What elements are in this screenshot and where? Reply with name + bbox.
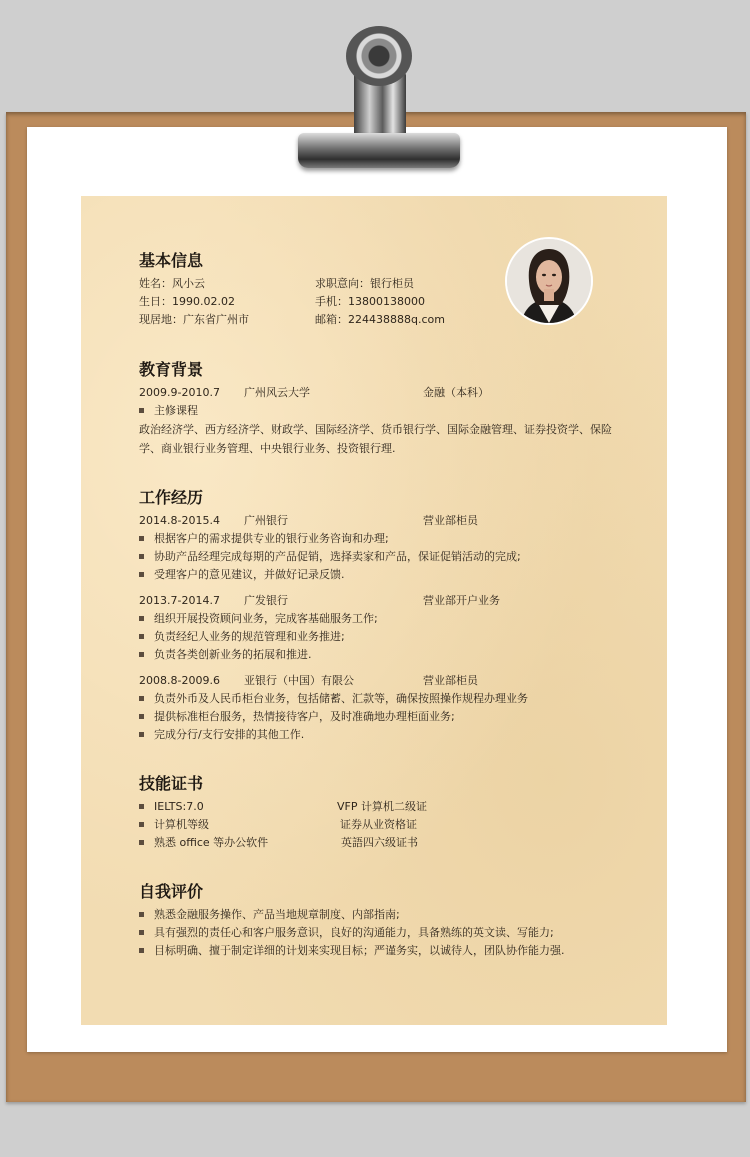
avatar	[505, 237, 593, 325]
bullet-icon	[139, 536, 144, 541]
bullet-icon	[139, 616, 144, 621]
binder-clip-icon	[298, 133, 460, 168]
bullet-icon	[139, 930, 144, 935]
skill-right-2: 证券从业资格证	[340, 818, 417, 831]
section-title-work: 工作经历	[139, 488, 204, 507]
list-item: 熟悉 office 等办公软件	[139, 836, 268, 850]
bullet-icon	[139, 408, 144, 413]
edu-course-label: 主修课程	[139, 404, 198, 418]
edu-major: 金融（本科）	[423, 386, 489, 399]
portrait-icon	[507, 239, 591, 323]
list-item: 协助产品经理完成每期的产品促销，选择卖家和产品，保证促销活动的完成;	[139, 550, 521, 564]
list-item: 组织开展投资顾问业务，完成客基础服务工作;	[139, 612, 378, 626]
binder-clip-ring	[346, 26, 412, 86]
basic-intent: 求职意向：银行柜员	[315, 277, 414, 290]
bullet-icon	[139, 732, 144, 737]
job1-period: 2014.8-2015.4	[139, 514, 220, 527]
bullet-icon	[139, 804, 144, 809]
job1-role: 营业部柜员	[423, 514, 478, 527]
basic-location: 现居地：广东省广州市	[139, 313, 249, 326]
section-title-skills: 技能证书	[139, 774, 204, 793]
bullet-icon	[139, 912, 144, 917]
basic-email: 邮箱：224438888q.com	[315, 313, 445, 326]
skill-right-1: VFP 计算机二级证	[337, 800, 427, 813]
list-item: 熟悉金融服务操作、产品当地规章制度、内部指南;	[139, 908, 400, 922]
list-item: 负责经纪人业务的规范管理和业务推进;	[139, 630, 345, 644]
section-title-education: 教育背景	[139, 360, 204, 379]
list-item: 根据客户的需求提供专业的银行业务咨询和办理;	[139, 532, 389, 546]
bullet-icon	[139, 572, 144, 577]
skill-right-3: 英語四六级证书	[341, 836, 418, 849]
job2-company: 广发银行	[244, 594, 288, 607]
list-item: IELTS:7.0	[139, 800, 204, 814]
bullet-icon	[139, 634, 144, 639]
job2-role: 营业部开户业务	[423, 594, 500, 607]
list-item: 负责各类创新业务的拓展和推进.	[139, 648, 312, 662]
list-item: 负责外币及人民币柜台业务，包括储蓄、汇款等，确保按照操作规程办理业务	[139, 692, 528, 706]
bullet-icon	[139, 652, 144, 657]
list-item: 目标明确、擅于制定详细的计划来实现目标；严谨务实，以诚待人，团队协作能力强.	[139, 944, 565, 958]
job3-company: 亚银行（中国）有限公	[244, 674, 354, 687]
bullet-icon	[139, 714, 144, 719]
bullet-icon	[139, 948, 144, 953]
edu-school: 广州风云大学	[244, 386, 310, 399]
bullet-icon	[139, 840, 144, 845]
list-item: 具有强烈的责任心和客户服务意识，良好的沟通能力，具备熟练的英文读、写能力;	[139, 926, 554, 940]
list-item: 提供标准柜台服务，热情接待客户，及时准确地办理柜面业务;	[139, 710, 455, 724]
job3-role: 营业部柜员	[423, 674, 478, 687]
bullet-icon	[139, 822, 144, 827]
list-item: 计算机等级	[139, 818, 209, 832]
edu-period: 2009.9-2010.7	[139, 386, 220, 399]
basic-birth: 生日：1990.02.02	[139, 295, 235, 308]
section-title-self: 自我评价	[139, 882, 204, 901]
resume-sheet	[81, 196, 667, 1025]
job3-period: 2008.8-2009.6	[139, 674, 220, 687]
list-item: 完成分行/支行安排的其他工作.	[139, 728, 304, 742]
job2-period: 2013.7-2014.7	[139, 594, 220, 607]
basic-name: 姓名：风小云	[139, 277, 205, 290]
job1-company: 广州银行	[244, 514, 288, 527]
edu-courses: 政治经济学、西方经济学、财政学、国际经济学、货币银行学、国际金融管理、证券投资学、保险学、商业银行业务管理、中央银行业务、投资银行理.	[139, 423, 612, 455]
basic-phone: 手机：13800138000	[315, 295, 425, 308]
section-title-basic: 基本信息	[139, 251, 204, 270]
list-item: 受理客户的意见建议，并做好记录反馈.	[139, 568, 345, 582]
bullet-icon	[139, 554, 144, 559]
bullet-icon	[139, 696, 144, 701]
